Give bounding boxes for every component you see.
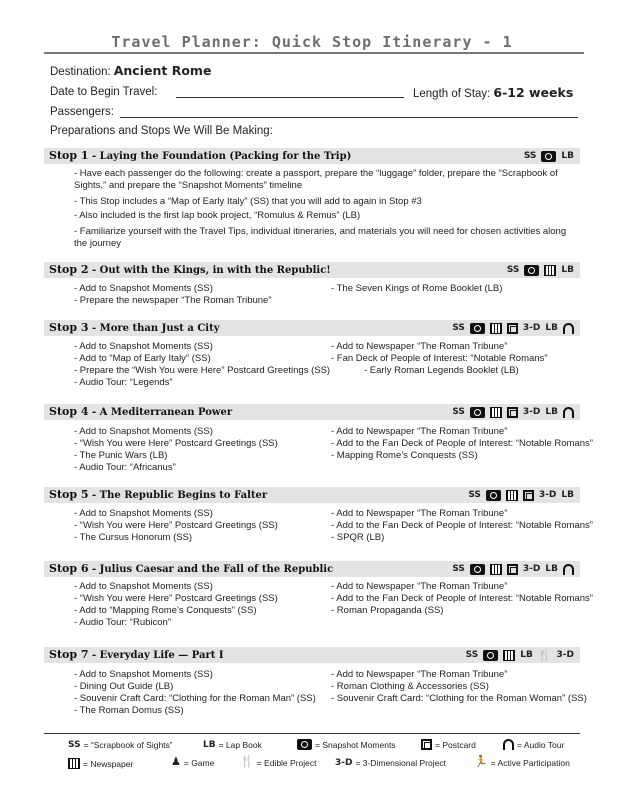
newspaper-icon [506,490,518,501]
list-item: - The Cursus Honorum (SS) [74,532,193,543]
legend-lb-text: = Lap Book [218,740,262,750]
length-value: 6-12 weeks [493,85,574,100]
date-label: Date to Begin Travel: [50,86,158,98]
stop-4-header [44,404,580,420]
preparations-label: Preparations and Stops We Will Be Making: [50,125,273,137]
legend-newspaper-text: = Newspaper [83,758,134,769]
3d-icon: 3-D [335,758,353,768]
date-line[interactable] [176,97,404,98]
ss-icon: SS [452,323,465,333]
stop-6-header [44,561,580,577]
postcard-icon [507,564,518,575]
postcard-icon [421,739,432,750]
stop-title: - More than Just a City [92,323,220,334]
list-item: - Audio Tour: “Legends” [74,377,173,388]
camera-icon [483,650,498,661]
legend-ss-text: = “Scrapbook of Sights” [83,740,173,750]
legend-top-rule [44,733,580,734]
list-item: - Early Roman Legends Booklet (LB) [364,365,519,376]
list-item: - Add to “Mapping Rome’s Conquests” (SS) [74,605,257,616]
stop-title: - Laying the Foundation (Packing for the Trip) [92,151,352,162]
list-item: - The Roman Domus (SS) [74,705,184,716]
legend-active [474,757,570,768]
list-item: - Add to Newspaper “The Roman Tribune” [331,581,508,592]
edible-icon: 🍴 [240,756,254,768]
passengers-label: Passengers: [50,106,114,118]
audio-icon [563,323,574,334]
legend-lb [203,740,262,750]
stop-number: Stop 5 [49,488,89,501]
list-item: - Mapping Rome’s Conquests (SS) [331,450,478,461]
list-item: - Add to Snapshot Moments (SS) [74,581,213,592]
list-item: - Have each passenger do the following: create a passport, prepare the “luggage” folder, prepare the “Scrapbook of Sights,” and prepare the “Snapshot Moments” timeline [74,168,558,191]
list-item: - Add to Snapshot Moments (SS) [74,341,213,352]
legend-snapshot-text: = Snapshot Moments [315,739,396,750]
stop-5-header [44,487,580,503]
ss-icon: SS [68,740,81,750]
legend-active-text: = Active Participation [490,757,570,768]
postcard-icon [507,407,518,418]
newspaper-icon [490,323,502,334]
list-item: - Add to the Fan Deck of People of Interest: “Notable Romans” [331,593,593,604]
stop-title: - A Mediterranean Power [92,407,233,418]
list-item: - Add to “Map of Early Italy” (SS) [74,353,211,364]
ss-icon: SS [523,151,537,161]
list-item: - “Wish You were Here” Postcard Greetings (SS) [74,520,278,531]
edible-icon: 🍴 [537,648,552,662]
stop-title: - Out with the Kings, in with the Republic! [92,265,331,276]
list-item: - Add to Newspaper “The Roman Tribune” [331,669,508,680]
page-title: Travel Planner: Quick Stop Itinerary - 1 [111,33,513,51]
ss-icon: SS [468,490,481,500]
list-item: - The Seven Kings of Rome Booklet (LB) [331,283,503,294]
3d-icon: 3-D [538,490,557,500]
legend-postcard [421,739,476,750]
list-item: - Add to the Fan Deck of People of Interest: “Notable Romans” [331,520,593,531]
newspaper-icon [503,650,515,661]
stop-number: Stop 2 [49,263,89,276]
postcard-icon [523,490,534,501]
stop-number: Stop 4 [49,405,89,418]
list-item: - Souvenir Craft Card: “Clothing for the Roman Woman” (SS) [331,693,587,704]
destination-field [50,63,211,78]
list-item: - Audio Tour: “Rubicon” [74,617,171,628]
legend-audio-text: = Audio Tour [517,739,565,750]
stop-title: - Everyday Life — Part I [92,650,224,661]
3d-icon: 3-D [556,650,574,660]
legend-game [171,757,214,768]
list-item: - SPQR (LB) [331,532,385,543]
passengers-line[interactable] [120,117,578,118]
lb-icon: LB [203,740,216,750]
camera-icon [524,265,539,276]
list-item: - Roman Propaganda (SS) [331,605,444,616]
list-item: - Souvenir Craft Card: “Clothing for the Roman Man” (SS) [74,693,316,704]
title-rule [44,52,584,54]
legend-audio [503,739,564,750]
legend-postcard-text: = Postcard [435,739,476,750]
list-item: - Add to the Fan Deck of People of Interest: “Notable Romans” [331,438,593,449]
lb-icon: LB [561,151,574,161]
list-item: - Also included is the first lap book project, “Romulus & Remus” (LB) [74,210,361,221]
legend-3d-text: = 3-Dimensional Project [355,758,446,768]
lb-icon: LB [545,407,558,417]
list-item: - This Stop includes a “Map of Early Italy” (SS) that you will add to again in Stop #3 [74,196,422,207]
list-item: - Add to Snapshot Moments (SS) [74,283,213,294]
list-item: - Familiarize yourself with the Travel Tips, individual itineraries, and materials you will need for chosen activities along the journey [74,226,567,249]
list-item: - “Wish You were Here” Postcard Greetings (SS) [74,593,278,604]
stop-title: - Julius Caesar and the Fall of the Republic [92,564,334,575]
list-item: - Add to Newspaper “The Roman Tribune” [331,508,508,519]
stop-3-header [44,320,580,336]
camera-icon [470,564,485,575]
list-item: - The Punic Wars (LB) [74,450,168,461]
camera-icon [486,490,501,501]
lb-icon: LB [545,564,558,574]
legend-newspaper [68,758,133,769]
list-item: - Add to Snapshot Moments (SS) [74,508,213,519]
list-item: - Add to Snapshot Moments (SS) [74,426,213,437]
camera-icon [541,151,556,162]
ss-icon: SS [506,265,520,275]
list-item: - Roman Clothing & Accessories (SS) [331,681,489,692]
3d-icon: 3-D [522,323,541,333]
list-item: - Add to Snapshot Moments (SS) [74,669,213,680]
legend-3d [335,758,446,768]
stop-7-header [44,647,580,663]
stop-1-header [44,148,580,164]
audio-icon [563,564,574,575]
audio-icon [503,739,514,750]
lb-icon: LB [520,650,533,660]
stop-number: Stop 3 [49,321,89,334]
list-item: - Dining Out Guide (LB) [74,681,174,692]
active-participation-icon: 🏃 [474,756,488,768]
stop-title: - The Republic Begins to Falter [92,490,268,501]
list-item: - Fan Deck of People of Interest: “Notable Romans” [331,353,548,364]
3d-icon: 3-D [522,564,541,574]
list-item: - Prepare the “Wish You were Here” Postcard Greetings (SS) [74,365,331,376]
camera-icon [470,323,485,334]
lb-icon: LB [561,265,574,275]
legend-snapshot [297,739,396,750]
audio-icon [563,407,574,418]
newspaper-icon [490,564,502,575]
postcard-icon [507,323,518,334]
newspaper-icon [544,265,556,276]
legend-ss [68,740,173,750]
list-item: - “Wish You were Here” Postcard Greetings (SS) [74,438,278,449]
ss-icon: SS [452,564,465,574]
stop-number: Stop 7 [49,648,89,661]
stop-2-header [44,262,580,278]
ss-icon: SS [452,407,465,417]
camera-icon [470,407,485,418]
newspaper-icon [490,407,502,418]
list-item: - Add to Newspaper “The Roman Tribune” [331,341,508,352]
newspaper-icon [68,758,80,769]
list-item: - Add to Newspaper “The Roman Tribune” [331,426,508,437]
length-label: Length of Stay: [413,88,491,100]
destination-value: Ancient Rome [113,63,212,78]
length-field [413,85,573,100]
camera-icon [297,739,312,750]
destination-label: Destination: [50,66,111,78]
stop-number: Stop 6 [49,562,89,575]
lb-icon: LB [545,323,558,333]
legend-game-text: = Game [183,757,215,768]
list-item: - Prepare the newspaper “The Roman Tribune” [74,295,272,306]
lb-icon: LB [561,490,574,500]
legend-edible [240,757,316,768]
stop-number: Stop 1 [49,149,89,162]
legend-edible-text: = Edible Project [256,757,317,768]
3d-icon: 3-D [522,407,541,417]
game-piece-icon: ♟ [171,756,181,768]
list-item: - Audio Tour: “Africanus” [74,462,176,473]
ss-icon: SS [465,650,479,660]
